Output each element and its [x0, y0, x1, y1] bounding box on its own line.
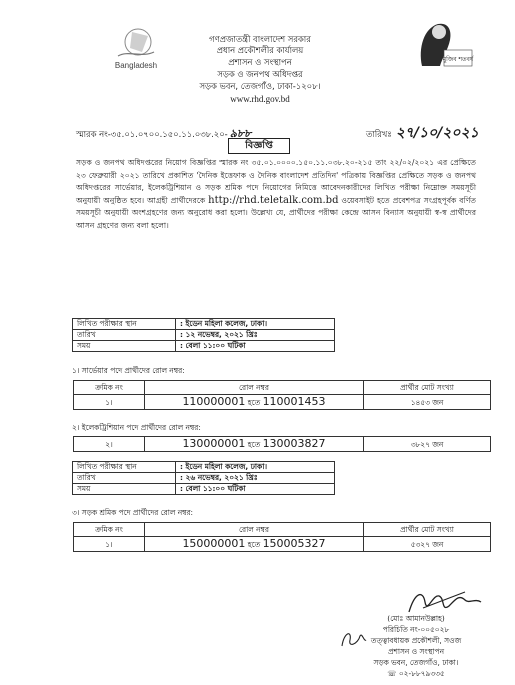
exam1-time: : বেলা ১১:০০ ঘটিকা: [176, 341, 335, 352]
exam2-time-label: সময়: [73, 484, 176, 495]
row-serial: ১।: [74, 395, 145, 410]
bangladesh-logo: [108, 22, 164, 72]
section1-heading: ১। সার্ভেয়ার পদে প্রার্থীদের রোল নম্বর:: [72, 366, 185, 375]
memo-number: [76, 125, 251, 144]
roll-from: 150000001: [182, 537, 246, 550]
exam2-date: : ২৬ নভেম্বর, ২০২১ খ্রিঃ: [176, 473, 335, 484]
header-total: প্রার্থীর মোট সংখ্যা: [364, 381, 491, 395]
table-row: [74, 437, 491, 452]
exam1-venue: : ইডেন মহিলা কলেজ, ঢাকা।: [176, 319, 335, 330]
road-worker-roll-table: [73, 522, 491, 552]
roll-to: 130003827: [262, 437, 326, 450]
department-name: সড়ক ও জনপথ অধিদপ্তর: [217, 69, 303, 79]
website-link[interactable]: www.rhd.gov.bd: [230, 94, 290, 104]
body-text-part1: সড়ক ও জনপথ অধিদপ্তরের নিয়োগ বিজ্ঞপ্তির স্মারক নং ৩৫.০১.০০০০.১৫০.১১.০৩৮.২০-২১৫ তাং ২২/০২/২০২১ এর প্রেক্ষিতে ২৩ ফেব্রুয়ারী ২০২১ তারিখে প্রকাশিত 'দৈনিক ইত্তেফাক ও দৈনিক বাংলাদেশ প্রতিদিন' পত্রিকায় বিজ্ঞপ্তির প্রেক্ষিতে সড়ক ও জনপথ অধিদপ্তরের সার্ভেয়ার, ইলেকট্রিশিয়ান ও সড়ক শ্রমিক পদে নিয়োগের নিমিত্তে আবেদনকারীদের লিখিত পরীক্ষা নিম্নোক্ত সময়সূচী অনুযায়ী অনুষ্ঠিত হবে। আগ্রহী প্রার্থীদেরকে: [76, 158, 476, 205]
notice-title: বিজ্ঞপ্তি: [228, 138, 290, 154]
header-roll: রোল নম্বর: [145, 523, 364, 537]
memo-handwritten-number: ৯৮৮: [229, 127, 252, 140]
header-serial: ক্রমিক নং: [74, 381, 145, 395]
svg-text:Bangladesh: Bangladesh: [114, 61, 158, 70]
signatory-designation: তত্ত্বাবধায়ক প্রকৌশলী, সওজ: [370, 636, 462, 645]
roll-sep: হতে: [247, 398, 261, 407]
notice-body: [76, 157, 476, 233]
memo-label: স্মারক নং-৩৫.০১.০৭০০.১৫০.১১.০৩৮.২০-: [76, 129, 228, 139]
wing-name: প্রশাসন ও সংস্থাপন: [228, 57, 292, 67]
surveyor-roll-table: [73, 380, 491, 410]
exam1-info-table: [72, 318, 335, 352]
signatory-name: (মোঃ আমানউল্লাহ): [387, 614, 445, 623]
header-total: প্রার্থীর মোট সংখ্যা: [364, 523, 491, 537]
signatory-address: সড়ক ভবন, তেজগাঁও, ঢাকা।: [373, 658, 459, 667]
teletalk-link[interactable]: http://rhd.teletalk.com.bd: [208, 194, 339, 206]
row-total: ৩৮২৭ জন: [364, 437, 491, 452]
mujib-borsho-logo: [412, 18, 474, 74]
signatory-wing: প্রশাসন ও সংস্থাপন: [388, 647, 444, 656]
roll-from: 110000001: [182, 395, 246, 408]
electrician-roll-table: [73, 436, 491, 452]
table-row: [74, 537, 491, 552]
exam1-date: : ১২ নভেম্বর, ২০২১ খ্রিঃ: [176, 330, 335, 341]
row-serial: ২।: [74, 437, 145, 452]
exam1-time-label: সময়: [73, 341, 176, 352]
row-total: ৫৩২৭ জন: [364, 537, 491, 552]
body-text-part2: ওয়েবসাইট হতে প্রবেশপত্র সংগ্রহপূর্বক বর্ণিত সময়সূচী অনুযায়ী অংশগ্রহণের জন্য অনুরোধ করা হলো। উল্লেখ্য যে, প্রার্থীদের পরীক্ষা কেন্দ্রে আসন বিন্যাস অনুযায়ী স্ব-স্ব প্রার্থীদের আসন গ্রহণের জন্য বলা হলো।: [76, 195, 476, 230]
signatory-id: পরিচিতি নং-০০৫০২৮: [382, 625, 450, 634]
exam2-time: : বেলা ১১:০০ ঘটিকা: [176, 484, 335, 495]
header-serial: ক্রমিক নং: [74, 523, 145, 537]
row-serial: ১।: [74, 537, 145, 552]
header-roll: রোল নম্বর: [145, 381, 364, 395]
office-name: প্রধান প্রকৌশলীর কার্যালয়: [216, 45, 304, 55]
roll-to: 110001453: [262, 395, 326, 408]
section2-heading: ২। ইলেকট্রিশিয়ান পদে প্রার্থীদের রোল নম্বর:: [72, 423, 201, 432]
section3-heading: ৩। সড়ক শ্রমিক পদে প্রার্থীদের রোল নম্বর:: [72, 508, 194, 517]
exam2-venue: : ইডেন মহিলা কলেজ, ঢাকা।: [176, 462, 335, 473]
exam1-date-label: তারিখ: [73, 330, 176, 341]
exam1-venue-label: লিখিত পরীক্ষার স্থান: [73, 319, 176, 330]
svg-text:মুজিব শতবর্ষ: মুজিব শতবর্ষ: [442, 56, 474, 63]
row-total: ১৪৫৩ জন: [364, 395, 491, 410]
row-roll-range: [145, 395, 364, 410]
row-roll-range: [145, 437, 364, 452]
roll-to: 150005327: [262, 537, 326, 550]
table-row: [74, 395, 491, 410]
exam2-date-label: তারিখ: [73, 473, 176, 484]
exam2-venue-label: লিখিত পরীক্ষার স্থান: [73, 462, 176, 473]
exam2-info-table: [72, 461, 335, 495]
row-roll-range: [145, 537, 364, 552]
memo-date: [366, 121, 479, 145]
date-label: তারিখঃ: [366, 129, 392, 139]
roll-sep: হতে: [247, 440, 261, 449]
date-value: ২৭/১০/২০২১: [395, 125, 479, 141]
roll-sep: হতে: [247, 540, 261, 549]
signatory-phone: ☏ ০২-৮৮৭৯৩৩৫: [387, 669, 445, 678]
roll-from: 130000001: [182, 437, 246, 450]
office-address: সড়ক ভবন, তেজগাঁও, ঢাকা-১২০৮।: [199, 81, 321, 91]
government-name: গণপ্রজাতন্ত্রী বাংলাদেশ সরকার: [209, 34, 311, 44]
